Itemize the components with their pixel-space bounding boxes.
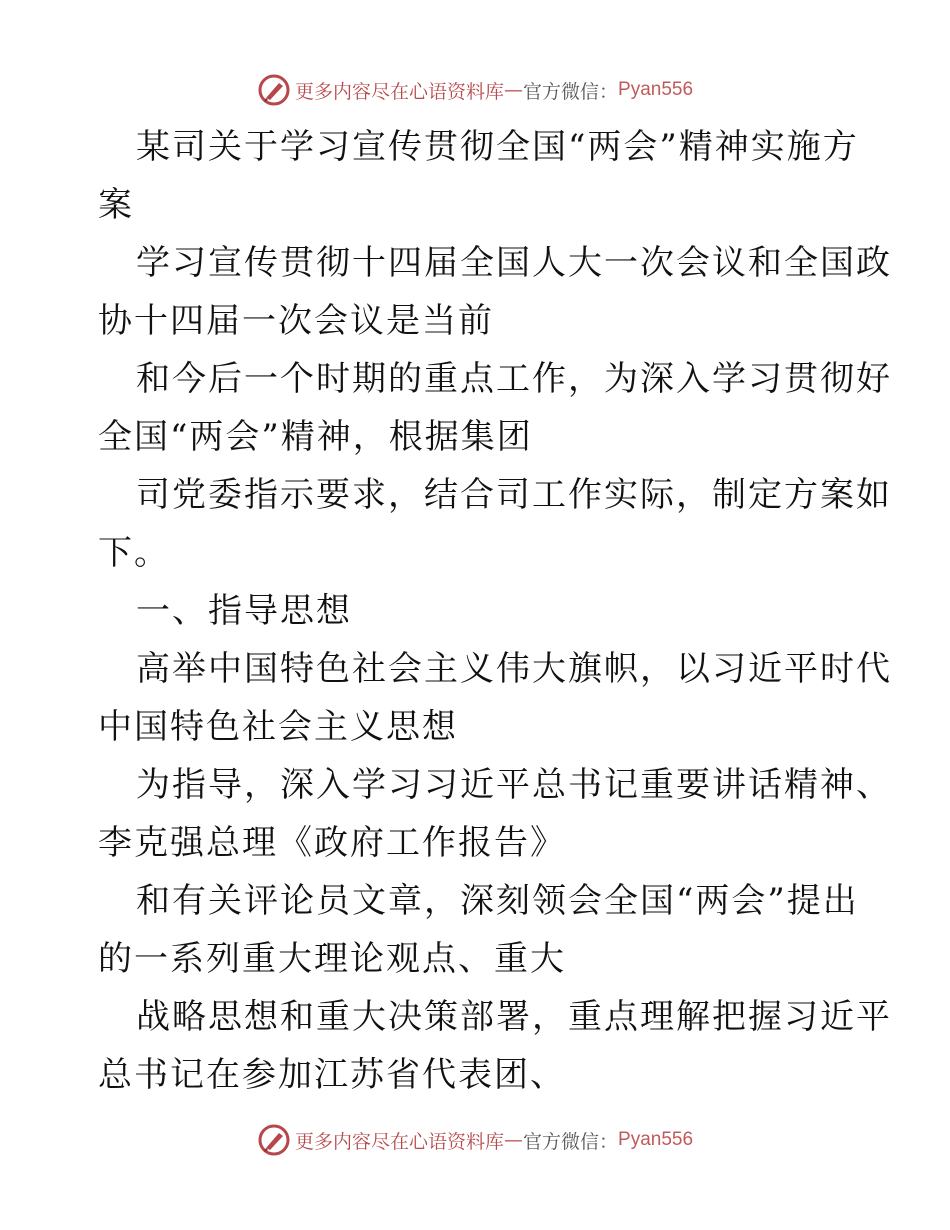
banner-dash: — — [503, 1129, 523, 1151]
paragraph — [98, 756, 892, 872]
pen-logo-icon — [257, 73, 291, 107]
paragraph-line: 战略思想和重大决策部署，重点理解把握习近平 — [136, 997, 892, 1037]
paragraph — [98, 988, 892, 1104]
paragraph-line: 和今后一个时期的重点工作，为深入学习贯彻好 — [136, 359, 892, 399]
header-banner — [0, 70, 950, 110]
footer-banner — [0, 1120, 950, 1160]
paragraph — [98, 350, 892, 466]
banner-separator: ： — [599, 80, 619, 103]
heading-line: 一、指导思想 — [136, 591, 352, 631]
banner-main-text: 更多内容尽在心语资料库 — [294, 80, 504, 103]
paragraph-line: 协十四届一次会议是当前 — [98, 301, 494, 341]
banner-wechat-id: Pyan556 — [618, 79, 694, 100]
paragraph-line: 学习宣传贯彻十四届全国人大一次会议和全国政 — [136, 243, 892, 283]
paragraph-line: 和有关评论员文章，深刻领会全国“两会”提出 — [136, 881, 859, 921]
paragraph-line: 为指导，深入学习习近平总书记重要讲话精神、 — [136, 765, 892, 805]
paragraph — [98, 234, 892, 350]
paragraph-line: 案 — [98, 185, 134, 225]
banner-wechat-id: Pyan556 — [618, 1129, 694, 1150]
paragraph-line: 的一系列重大理论观点、重大 — [98, 939, 566, 979]
paragraph — [98, 466, 892, 582]
paragraph — [98, 640, 892, 756]
paragraph-line: 总书记在参加江苏省代表团、 — [98, 1055, 566, 1095]
banner-official-label: 官方微信 — [522, 1130, 599, 1153]
paragraph-line: 高举中国特色社会主义伟大旗帜，以习近平时代 — [136, 649, 892, 689]
document-body — [98, 118, 892, 1104]
paragraph — [98, 872, 858, 988]
banner-dash: — — [503, 79, 523, 101]
section-heading — [98, 582, 858, 640]
banner-official-label: 官方微信 — [522, 80, 599, 103]
paragraph-line: 司党委指示要求，结合司工作实际，制定方案如 — [136, 475, 892, 515]
paragraph-title — [98, 118, 858, 234]
pen-logo-icon — [257, 1123, 291, 1157]
paragraph-line: 全国“两会”精神，根据集团 — [98, 417, 533, 457]
paragraph-line: 某司关于学习宣传贯彻全国“两会”精神实施方 — [136, 127, 859, 167]
paragraph-line: 下。 — [98, 533, 170, 573]
paragraph-line: 李克强总理《政府工作报告》 — [98, 823, 566, 863]
banner-main-text: 更多内容尽在心语资料库 — [294, 1130, 504, 1153]
banner-separator: ： — [599, 1130, 619, 1153]
paragraph-line: 中国特色社会主义思想 — [98, 707, 458, 747]
